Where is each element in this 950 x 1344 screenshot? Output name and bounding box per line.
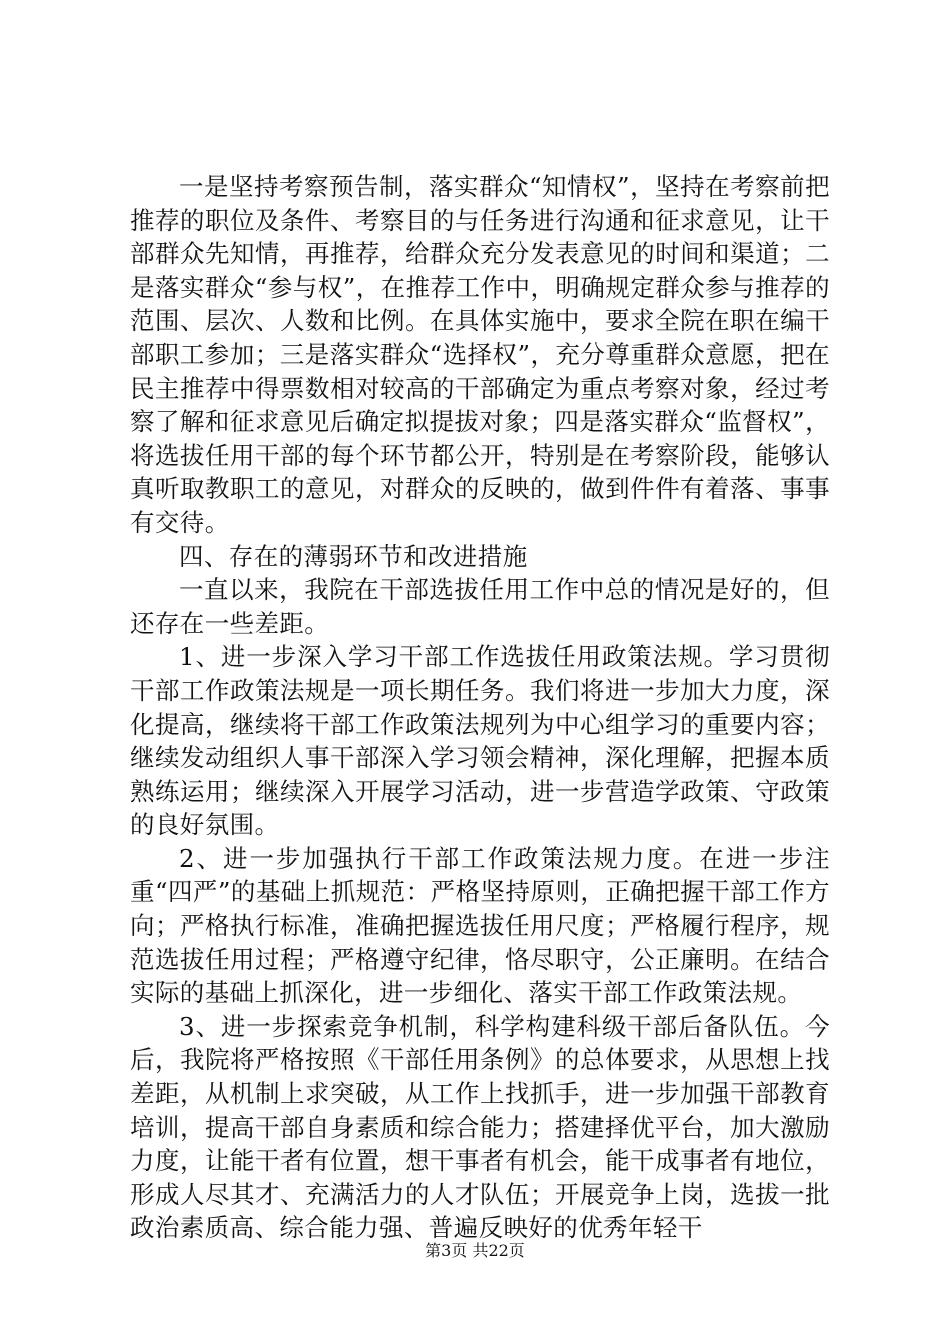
document-body <box>130 170 830 1245</box>
paragraph-item-2: 2、进一步加强执行干部工作政策法规力度。在进一步注重“四严”的基础上抓规范：严格坚持原则，正确把握干部工作方向；严格执行标准，准确把握选拔任用尺度；严格履行程序，规范选拔任用过程；严格遵守纪律，恪尽职守，公正廉明。在结合实际的基础上抓深化，进一步细化、落实干部工作政策法规。 <box>130 843 830 1008</box>
section-heading-weaknesses: 四、存在的薄弱环节和改进措施 <box>179 541 528 571</box>
page-footer: 第3页 共22页 <box>425 1241 525 1260</box>
paragraph-supervision-rights: 一是坚持考察预告制，落实群众“知情权”，坚持在考察前把推荐的职位及条件、考察目的与任务进行沟通和征求意见，让干部群众先知情，再推荐，给群众充分发表意见的时间和渠道；二是落实群众“参与权”，在推荐工作中，明确规定群众参与推荐的范围、层次、人数和比例。在具体实施中，要求全院在职在编干部职工参加；三是落实群众“选择权”，充分尊重群众意愿，把在民主推荐中得票数相对较高的干部确定为重点考察对象，经过考察了解和征求意见后确定拟提拔对象；四是落实群众“监督权”，将选拔任用干部的每个环节都公开，特别是在考察阶段，能够认真听取教职工的意见，对群众的反映的，做到件件有着落、事事有交待。 <box>130 172 830 537</box>
paragraph-item-1: 1、进一步深入学习干部工作选拔任用政策法规。学习贯彻干部工作政策法规是一项长期任务。我们将进一步加大力度，深化提高，继续将干部工作政策法规列为中心组学习的重要内容；继续发动组织人事干部深入学习领会精神，深化理解，把握本质熟练运用；继续深入开展学习活动，进一步营造学政策、守政策的良好氛围。 <box>130 642 830 840</box>
paragraph-item-3: 3、进一步探索竞争机制，科学构建科级干部后备队伍。今后，我院将严格按照《干部任用条例》的总体要求，从思想上找差距，从机制上求突破，从工作上找抓手，进一步加强干部教育培训，提高干部自身素质和综合能力；搭建择优平台，加大激励力度，让能干者有位置，想干事者有机会，能干成事者有地位，形成人尽其才、充满活力的人才队伍；开展竞争上岗，选拔一批政治素质高、综合能力强、普遍反映好的优秀年轻干 <box>130 1011 830 1243</box>
paragraph-overall-situation: 一直以来，我院在干部选拔任用工作中总的情况是好的，但还存在一些差距。 <box>130 575 830 638</box>
